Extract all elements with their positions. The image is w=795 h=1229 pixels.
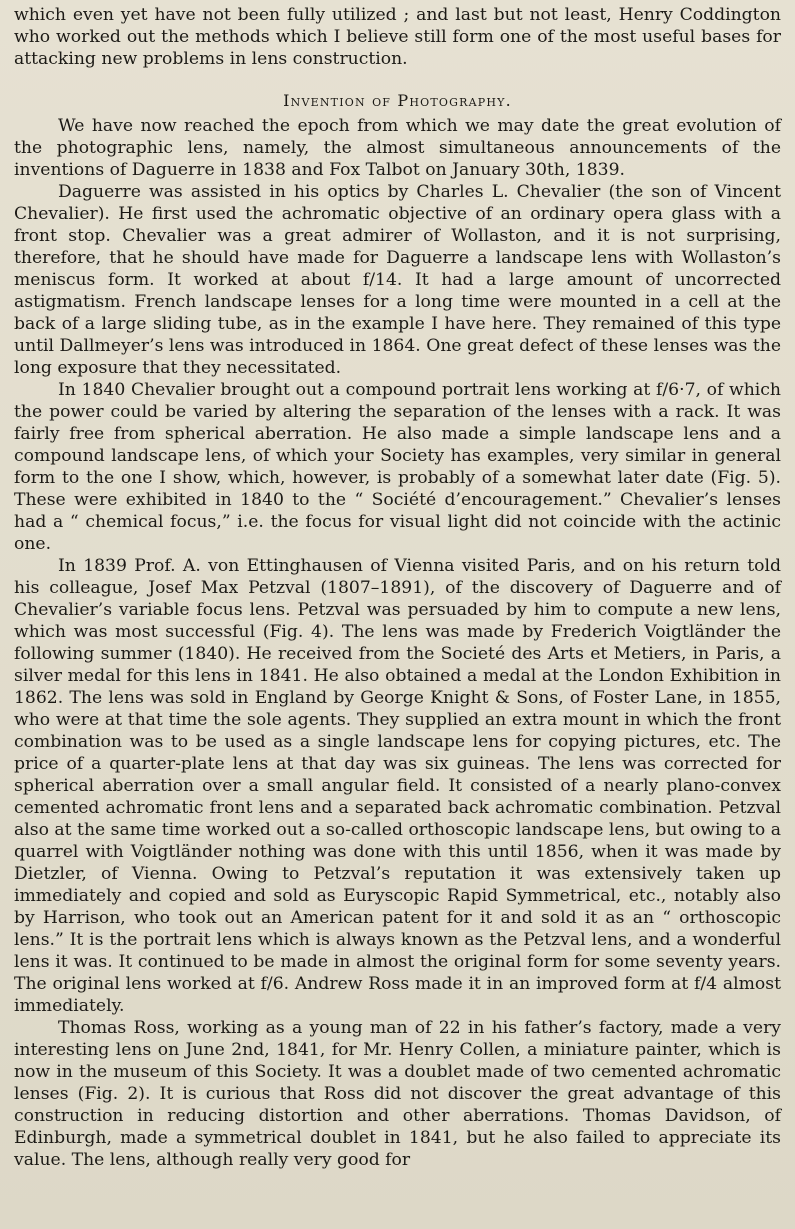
paragraph-chevalier: In 1840 Chevalier brought out a compound portrait lens working at f/6·7, of which the power could be varied by altering the separation of the lenses with a rack. It was fairly free from spherical aberration. He also made a simple landscape lens and a compound landscape lens, of which your Society has examples, very similar in general form to the one I show, which, however, is probably of a somewhat later date (Fig. 5). These were exhibited in 1840 to the “ Société d’encouragement.” Chevalier’s lenses had a “ chemical focus,” i.e. the focus for visual light did not coincide with the actinic one.: [14, 380, 781, 554]
paragraph-epoch: We have now reached the epoch from which we may date the great evolution of the photographic lens, namely, the almost simultaneous announcements of the inventions of Daguerre in 1838 and Fox Talbot on January 30th, 1839.: [14, 116, 781, 180]
opening-paragraph: which even yet have not been fully utilized ; and last but not least, Henry Coddington who worked out the methods which I believe still form one of the most useful bases for attacking new problems in lens construction.: [14, 5, 781, 69]
paragraph-daguerre: Daguerre was assisted in his optics by Charles L. Chevalier (the son of Vincent Chevalier). He first used the achromatic objective of an ordinary opera glass with a front stop. Chevalier was a great admirer of Wollaston, and it is not surprising, therefore, that he should have made for Daguerre a landscape lens with Wollaston’s meniscus form. It worked at about f/14. It had a large amount of uncorrected astigmatism. French landscape lenses for a long time were mounted in a cell at the back of a large sliding tube, as in the example I have here. They remained of this type until Dallmeyer’s lens was introduced in 1864. One great defect of these lenses was the long exposure that they necessitated.: [14, 182, 781, 378]
paragraph-thomas-ross: Thomas Ross, working as a young man of 22 in his father’s factory, made a very interesting lens on June 2nd, 1841, for Mr. Henry Collen, a miniature painter, which is now in the museum of this Society. It was a doublet made of two cemented achromatic lenses (Fig. 2). It is curious that Ross did not discover the great advantage of this construction in reducing distortion and other aberrations. Thomas Davidson, of Edinburgh, made a symmetrical doublet in 1841, but he also failed to appreciate its value. The lens, although really very good for: [14, 1018, 781, 1170]
section-heading: Invention of Photography.: [283, 91, 512, 110]
paragraph-petzval: In 1839 Prof. A. von Ettinghausen of Vienna visited Paris, and on his return told his colleague, Josef Max Petzval (1807–1891), of the discovery of Daguerre and of Chevalier’s variable focus lens. Petzval was persuaded by him to compute a new lens, which was most successful (Fig. 4). The lens was made by Frederich Voigtländer the following summer (1840). He received from the Societé des Arts et Metiers, in Paris, a silver medal for this lens in 1841. He also obtained a medal at the London Exhibition in 1862. The lens was sold in England by George Knight & Sons, of Foster Lane, in 1855, who were at that time the sole agents. They supplied an extra mount in which the front combination was to be used as a single landscape lens for copying pictures, etc. The price of a quarter-plate lens at that day was six guineas. The lens was corrected for spherical aberration over a small angular field. It consisted of a nearly plano-convex cemented achromatic front lens and a separated back achromatic combination. Petzval also at the same time worked out a so-called orthoscopic landscape lens, but owing to a quarrel with Voigtländer nothing was done with this until 1856, when it was made by Dietzler, of Vienna. Owing to Petzval’s reputation it was extensively taken up immediately and copied and sold as Euryscopic Rapid Symmetrical, etc., notably also by Harrison, who took out an American patent for it and sold it as an “ orthoscopic lens.” It is the portrait lens which is always known as the Petzval lens, and a wonderful lens it was. It continued to be made in almost the original form for some seventy years. The original lens worked at f/6. Andrew Ross made it in an improved form at f/4 almost immediately.: [14, 556, 781, 1016]
